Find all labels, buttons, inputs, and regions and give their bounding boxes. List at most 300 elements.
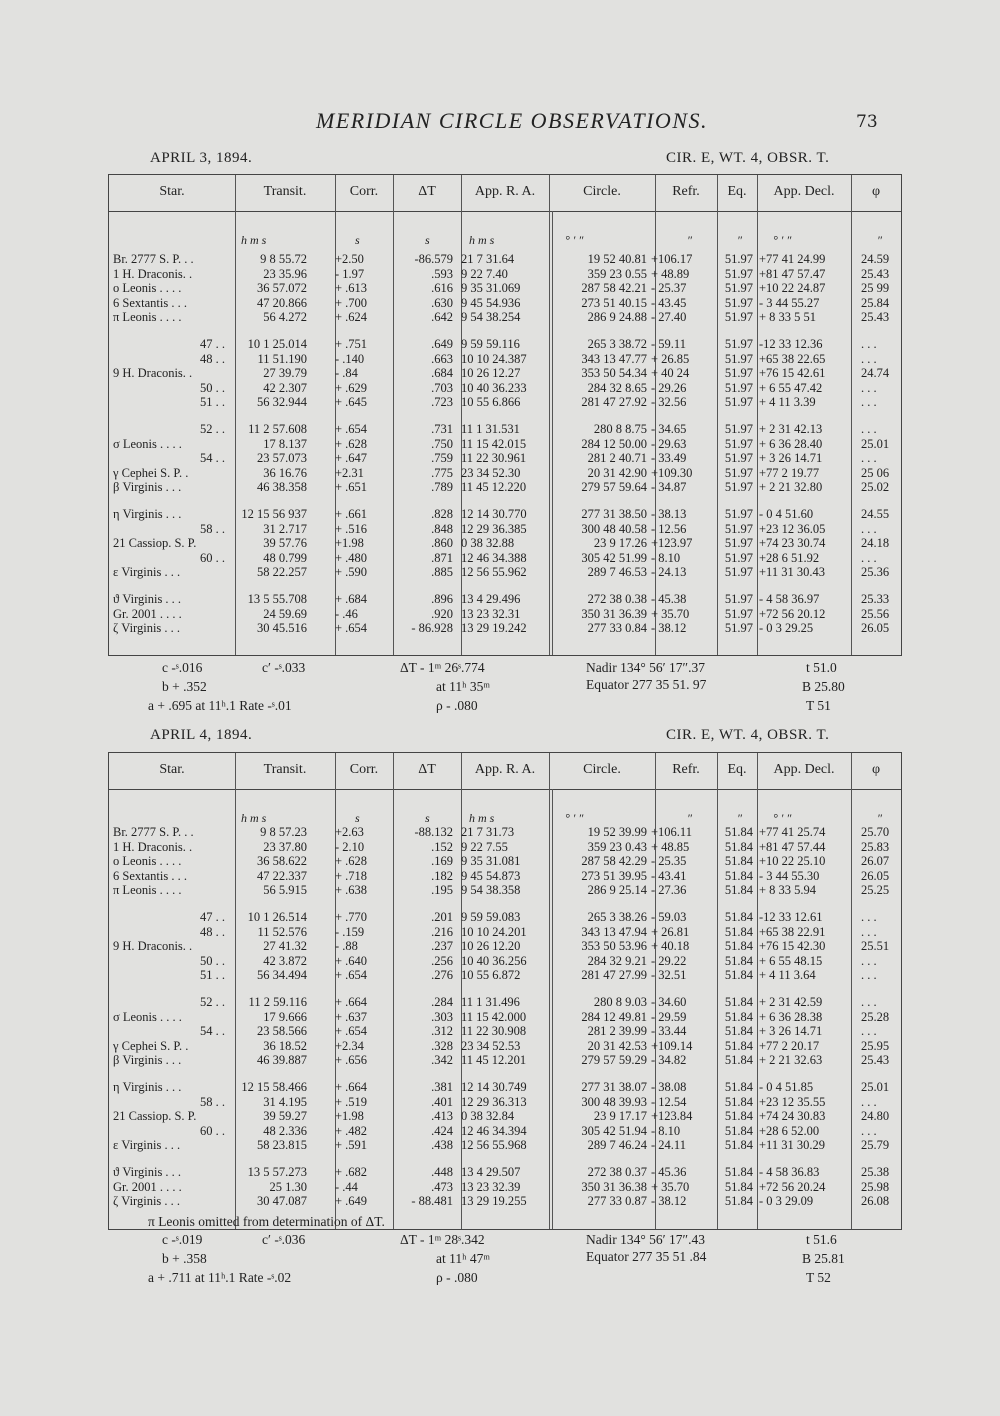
table-cell: +77 2 20.17: [759, 1038, 820, 1053]
unit-label: ″: [737, 811, 742, 825]
table-cell: - 32.51: [651, 968, 687, 983]
table-cell: .413: [431, 1109, 453, 1124]
table-cell: 51.97: [724, 565, 753, 580]
table-cell: 9 8 55.72: [260, 252, 307, 266]
table-cell: 10 1 26.514: [247, 910, 307, 924]
table-cell: 48 0.799: [263, 550, 307, 565]
table-row: [109, 1039, 901, 1053]
table-cell: 11 1 31.531: [461, 422, 520, 436]
table-cell: + .637: [335, 1009, 368, 1024]
table-cell: 11 52.576: [257, 924, 307, 939]
table-cell: 11 22 30.961: [461, 451, 527, 466]
table-cell: 11 1 31.496: [461, 995, 520, 1009]
column-header: Star.: [159, 762, 185, 777]
column-header: φ: [871, 184, 881, 199]
table-cell: 21 7 31.64: [461, 252, 515, 266]
table-cell: 12 14 30.749: [461, 1080, 527, 1094]
table-row: [109, 310, 901, 324]
table-cell: - 38.08: [651, 1080, 687, 1094]
table-cell: - .46: [335, 606, 358, 621]
table-cell: 51.97: [724, 281, 753, 296]
footer-cprime: c′ -ˢ.036: [262, 1232, 306, 1247]
table-cell: 39 57.76: [263, 536, 307, 551]
table-cell: .723: [431, 395, 453, 410]
table-cell: 51.84: [724, 883, 753, 898]
table-row: [109, 621, 901, 635]
table-cell: - 34.82: [651, 1053, 687, 1068]
table-cell: 36 57.072: [257, 281, 307, 296]
table-cell: + 3 26 14.71: [759, 451, 823, 466]
table-cell: - 27.40: [651, 310, 687, 325]
table-row: [109, 995, 901, 1009]
table-cell: .860: [431, 536, 453, 551]
table-cell: 46 39.887: [257, 1053, 307, 1068]
omission-note: π Leonis omitted from determination of ΔT.: [148, 1214, 385, 1229]
table-cell: 51.84: [724, 953, 753, 968]
table-cell: . . .: [861, 337, 877, 351]
table-cell: +11 31 30.43: [759, 565, 825, 580]
table-cell: 9 35 31.069: [461, 281, 521, 296]
table-row: [109, 451, 901, 465]
table-cell: - 45.36: [651, 1165, 687, 1179]
table-cell: 9 54 38.358: [461, 883, 521, 898]
table-cell: 0 38 32.84: [461, 1109, 515, 1124]
table-cell: +10 22 25.10: [759, 854, 826, 869]
column-header: Circle.: [583, 762, 621, 777]
table-cell: +77 41 25.74: [759, 825, 826, 839]
table-cell: - 3 44 55.30: [759, 868, 820, 883]
table-cell: 11 22 30.908: [461, 1024, 527, 1039]
unit-label: ° ′ ″: [565, 811, 584, 825]
table-row: [109, 939, 901, 953]
table-cell: 25.84: [861, 295, 890, 310]
table-cell: 353 50 53.96: [581, 939, 647, 954]
footer-dT: ΔT - 1ᵐ 26ˢ.774: [400, 660, 485, 675]
table-cell: 25.25: [861, 883, 890, 898]
unit-label: ° ′ ″: [565, 233, 584, 247]
table-cell: . . .: [861, 968, 877, 983]
table-cell: .237: [431, 939, 453, 954]
table-cell: + .651: [335, 480, 368, 495]
table-cell: + 35.70: [651, 1179, 690, 1194]
table-cell: .448: [431, 1165, 453, 1179]
table-row: [109, 422, 901, 436]
unit-row: [109, 233, 901, 249]
table-cell: 51.84: [724, 1009, 753, 1024]
table-cell: 25.79: [861, 1138, 890, 1153]
table-cell: . . .: [861, 924, 877, 939]
table-cell: 58 . .: [200, 1094, 225, 1109]
table-cell: -12 33 12.36: [759, 337, 823, 351]
table-cell: +123.97: [651, 536, 693, 551]
table-cell: +2.34: [335, 1038, 364, 1053]
table-cell: + .590: [335, 565, 368, 580]
table-cell: +1.98: [335, 536, 364, 551]
table-cell: 25 06: [861, 465, 890, 480]
table-cell: o Leonis . . . .: [113, 854, 182, 869]
table-cell: 9 59 59.116: [461, 337, 520, 351]
table-row: [109, 551, 901, 565]
table-cell: +74 24 30.83: [759, 1109, 826, 1124]
table-cell: 11 45 12.201: [461, 1053, 527, 1068]
table-cell: .759: [431, 451, 453, 466]
table-row: [109, 536, 901, 550]
table-row: [109, 968, 901, 982]
column-header: Corr.: [349, 184, 379, 199]
table-row: [109, 954, 901, 968]
table-cell: +65 38 22.91: [759, 924, 826, 939]
table-cell: 51.97: [724, 592, 753, 606]
table-cell: 58 . .: [200, 521, 225, 536]
table-cell: + .654: [335, 621, 368, 636]
table-cell: 51 . .: [200, 395, 225, 410]
footer-T: T 52: [806, 1270, 831, 1285]
table-cell: 25.83: [861, 839, 890, 854]
table-cell: ε Virginis . . .: [113, 1138, 181, 1153]
table-cell: - 29.26: [651, 380, 687, 395]
table-cell: +77 41 24.99: [759, 252, 826, 266]
unit-label: s: [355, 811, 360, 825]
table-cell: 1 H. Draconis. .: [113, 839, 193, 854]
table-cell: 51.97: [724, 507, 753, 521]
column-header: φ: [871, 762, 881, 777]
table-cell: 51.97: [724, 606, 753, 621]
table-cell: 23 34 52.53: [461, 1038, 521, 1053]
table-cell: - 24.11: [651, 1138, 686, 1153]
table-cell: 12 29 36.313: [461, 1094, 527, 1109]
table-cell: . . .: [861, 521, 877, 536]
table-cell: 51.97: [724, 252, 753, 266]
table-row: [109, 1080, 901, 1094]
table-cell: +123.84: [651, 1109, 693, 1124]
table-cell: 51.84: [724, 825, 753, 839]
table-cell: . . .: [861, 953, 877, 968]
table-cell: 51.84: [724, 868, 753, 883]
table-cell: .896: [431, 592, 453, 606]
unit-label: s: [425, 233, 430, 247]
table-cell: 25 1.30: [269, 1179, 307, 1194]
table-cell: + 40 24: [651, 366, 690, 381]
table-cell: 51.84: [724, 854, 753, 869]
table-row: [109, 480, 901, 494]
table-cell: 24.55: [861, 507, 890, 521]
table-cell: 51.97: [724, 465, 753, 480]
table-cell: 277 33 0.87: [587, 1194, 647, 1209]
table-cell: 51.84: [724, 1179, 753, 1194]
table-row: [109, 1194, 901, 1208]
table-cell: 9 59 59.083: [461, 910, 521, 924]
table-cell: +72 56 20.24: [759, 1179, 826, 1194]
table-cell: 286 9 25.14: [587, 883, 647, 898]
table-cell: 265 3 38.72: [587, 337, 647, 351]
table-cell: . . .: [861, 910, 877, 924]
table-cell: 6 Sextantis . . .: [113, 868, 187, 883]
observation-table: [108, 174, 902, 656]
table-cell: 13 5 55.708: [247, 592, 307, 606]
table-cell: 47 20.866: [257, 295, 307, 310]
table-cell: 47 22.337: [257, 868, 307, 883]
table-cell: ϑ Virginis . . .: [113, 1165, 182, 1179]
table-cell: σ Leonis . . . .: [113, 436, 182, 451]
table-cell: +2.31: [335, 465, 364, 480]
table-cell: +23 12 36.05: [759, 521, 826, 536]
table-row: [109, 366, 901, 380]
table-cell: 30 45.516: [257, 621, 307, 636]
table-cell: - 29.63: [651, 436, 687, 451]
table-cell: - .44: [335, 1179, 358, 1194]
table-cell: + 6 55 48.15: [759, 953, 823, 968]
table-cell: +109.14: [651, 1038, 693, 1053]
table-cell: .684: [431, 366, 453, 381]
column-header: App. Decl.: [773, 184, 835, 199]
table-cell: + .654: [335, 422, 368, 436]
footer-equator: Equator 277 35 51. 97: [586, 677, 707, 692]
unit-label: s: [425, 811, 430, 825]
table-cell: 279 57 59.64: [581, 480, 647, 495]
table-cell: +1.98: [335, 1109, 364, 1124]
table-cell: 13 23 32.39: [461, 1179, 521, 1194]
table-cell: 17 9.666: [263, 1009, 307, 1024]
table-cell: +10 22 24.87: [759, 281, 826, 296]
table-cell: 300 48 39.93: [581, 1094, 647, 1109]
table-cell: 13 5 57.273: [247, 1165, 307, 1179]
table-cell: σ Leonis . . . .: [113, 1009, 182, 1024]
footer-a: a + .711 at 11ʰ.1 Rate -ˢ.02: [148, 1270, 292, 1285]
table-cell: 25.70: [861, 825, 890, 839]
table-cell: 54 . .: [200, 1024, 225, 1039]
unit-label: s: [355, 233, 360, 247]
table-cell: + .654: [335, 1024, 368, 1039]
table-cell: 300 48 40.58: [581, 521, 647, 536]
table-cell: 25.43: [861, 310, 890, 325]
table-cell: - .88: [335, 939, 358, 954]
footer-T: T 51: [806, 698, 831, 713]
table-cell: ϑ Virginis . . .: [113, 592, 182, 606]
table-cell: .871: [431, 550, 453, 565]
table-cell: 10 55 6.872: [461, 968, 521, 983]
table-row: [109, 1109, 901, 1123]
section-heading: [0, 727, 1000, 751]
table-cell: 51.84: [724, 1080, 753, 1094]
table-cell: - 88.481: [411, 1194, 453, 1209]
table-cell: 12 56 55.968: [461, 1138, 527, 1153]
observation-table: [108, 752, 902, 1230]
column-header: Circle.: [583, 184, 621, 199]
table-cell: 12 46 34.388: [461, 550, 527, 565]
table-cell: - 43.45: [651, 295, 687, 310]
table-cell: 272 38 0.38: [587, 592, 647, 606]
table-cell: + 2 21 32.63: [759, 1053, 823, 1068]
table-cell: 10 55 6.866: [461, 395, 521, 410]
table-cell: + .718: [335, 868, 368, 883]
table-cell: +72 56 20.12: [759, 606, 826, 621]
table-cell: 51.97: [724, 480, 753, 495]
table-cell: +2.63: [335, 825, 364, 839]
table-cell: . . .: [861, 380, 877, 395]
table-cell: 12 46 34.394: [461, 1123, 527, 1138]
table-cell: 11 15 42.000: [461, 1009, 527, 1024]
table-cell: + 8 33 5 51: [759, 310, 817, 325]
table-cell: .920: [431, 606, 453, 621]
table-cell: 26.05: [861, 868, 890, 883]
table-cell: .663: [431, 351, 453, 366]
table-cell: + .628: [335, 854, 368, 869]
table-cell: 25.56: [861, 606, 890, 621]
table-cell: 51.84: [724, 1109, 753, 1124]
table-cell: +11 31 30.29: [759, 1138, 825, 1153]
table-cell: - 86.928: [411, 621, 453, 636]
table-cell: - 33.49: [651, 451, 687, 466]
table-cell: + 3 26 14.71: [759, 1024, 823, 1039]
table-cell: .731: [431, 422, 453, 436]
table-cell: 51.97: [724, 310, 753, 325]
table-cell: - 25.35: [651, 854, 687, 869]
table-row: [109, 1053, 901, 1067]
table-cell: + 8 33 5.94: [759, 883, 817, 898]
table-cell: 25.28: [861, 1009, 890, 1024]
table-cell: - 12.54: [651, 1094, 687, 1109]
table-row: [109, 267, 901, 281]
table-row: [109, 352, 901, 366]
column-header: Transit.: [263, 762, 307, 777]
table-cell: 51.97: [724, 351, 753, 366]
table-cell: ζ Virginis . . .: [113, 621, 181, 636]
table-cell: 51.84: [724, 839, 753, 854]
table-cell: 51.84: [724, 924, 753, 939]
table-cell: 287 58 42.21: [581, 281, 647, 296]
table-cell: + .624: [335, 310, 368, 325]
table-cell: 13 29 19.255: [461, 1194, 527, 1209]
table-cell: + .656: [335, 1053, 368, 1068]
unit-label: h m s: [241, 233, 267, 247]
table-cell: 277 31 38.50: [581, 507, 647, 521]
table-cell: γ Cephei S. P. .: [113, 465, 189, 480]
table-cell: 51.84: [724, 939, 753, 954]
table-cell: 284 32 9.21: [587, 953, 647, 968]
table-cell: + .480: [335, 550, 368, 565]
table-cell: 20 31 42.53: [587, 1038, 647, 1053]
table-row: [109, 1124, 901, 1138]
table-cell: + 48.89: [651, 266, 690, 281]
table-cell: 51.97: [724, 451, 753, 466]
table-cell: +28 6 51.92: [759, 550, 820, 565]
table-cell: +28 6 52.00: [759, 1123, 820, 1138]
table-cell: 343 13 47.77: [581, 351, 647, 366]
table-cell: 51.97: [724, 395, 753, 410]
table-cell: + .516: [335, 521, 368, 536]
table-cell: - 38.12: [651, 621, 687, 636]
table-row: [109, 825, 901, 839]
table-cell: 305 42 51.99: [581, 550, 647, 565]
table-cell: 272 38 0.37: [587, 1165, 647, 1179]
column-header: App. Decl.: [773, 762, 835, 777]
table-cell: 21 7 31.73: [461, 825, 515, 839]
table-cell: - 4 58 36.83: [759, 1165, 820, 1179]
table-row: [109, 1095, 901, 1109]
table-row: [109, 395, 901, 409]
table-cell: 9 H. Draconis. .: [113, 939, 193, 954]
table-cell: Gr. 2001 . . . .: [113, 1179, 182, 1194]
table-cell: 11 15 42.015: [461, 436, 527, 451]
table-row: [109, 910, 901, 924]
table-cell: .381: [431, 1080, 453, 1094]
table-cell: 25.43: [861, 266, 890, 281]
unit-label: ° ′ ″: [773, 233, 792, 247]
table-cell: 11 45 12.220: [461, 480, 527, 495]
table-cell: 39 59.27: [263, 1109, 307, 1124]
table-cell: 58 22.257: [257, 565, 307, 580]
table-cell: 25.95: [861, 1038, 890, 1053]
table-cell: 9 8 57.23: [260, 825, 307, 839]
table-cell: 10 10 24.387: [461, 351, 527, 366]
table-header: [109, 753, 901, 790]
table-cell: 277 33 0.84: [587, 621, 647, 636]
table-cell: +76 15 42.30: [759, 939, 826, 954]
table-cell: + .647: [335, 451, 368, 466]
table-cell: 19 52 39.99: [587, 825, 647, 839]
table-cell: . . .: [861, 351, 877, 366]
table-cell: 25.01: [861, 436, 890, 451]
footer-rho: ρ - .080: [436, 1270, 478, 1285]
footer-cprime: c′ -ˢ.033: [262, 660, 306, 675]
table-cell: 287 58 42.29: [581, 854, 647, 869]
table-row: [109, 592, 901, 606]
table-cell: 47 . .: [200, 337, 225, 351]
table-cell: 1 H. Draconis. .: [113, 266, 193, 281]
unit-label: h m s: [469, 811, 495, 825]
table-cell: - 59.11: [651, 337, 686, 351]
table-cell: 27 41.32: [263, 939, 307, 954]
table-cell: 24.74: [861, 366, 890, 381]
table-cell: - 27.36: [651, 883, 687, 898]
table-cell: 265 3 38.26: [587, 910, 647, 924]
table-cell: 48 2.336: [263, 1123, 307, 1138]
column-header: Refr.: [672, 184, 700, 199]
table-cell: 10 40 36.256: [461, 953, 527, 968]
table-cell: 13 4 29.496: [461, 592, 521, 606]
table-cell: .328: [431, 1038, 453, 1053]
table-cell: 25.36: [861, 565, 890, 580]
table-cell: 60 . .: [200, 1123, 225, 1138]
table-cell: .848: [431, 521, 453, 536]
footer-b: b + .358: [162, 1251, 207, 1266]
column-header: Corr.: [349, 762, 379, 777]
table-cell: .303: [431, 1009, 453, 1024]
table-cell: . . .: [861, 395, 877, 410]
table-cell: .276: [431, 968, 453, 983]
footer-dT: ΔT - 1ᵐ 28ˢ.342: [400, 1232, 485, 1247]
table-cell: 23 34 52.30: [461, 465, 521, 480]
table-cell: 23 58.566: [257, 1024, 307, 1039]
table-cell: 6 Sextantis . . .: [113, 295, 187, 310]
table-cell: 56 4.272: [263, 310, 307, 325]
section-heading: [0, 150, 1000, 174]
table-cell: Br. 2777 S. P. . .: [113, 252, 194, 266]
table-cell: 286 9 24.88: [587, 310, 647, 325]
table-cell: .195: [431, 883, 453, 898]
table-cell: 25.98: [861, 1179, 890, 1194]
table-cell: 42 2.307: [263, 380, 307, 395]
table-cell: ε Virginis . . .: [113, 565, 181, 580]
table-cell: 48 . .: [200, 351, 225, 366]
footer-b: b + .352: [162, 679, 207, 694]
table-cell: + .700: [335, 295, 368, 310]
table-header: [109, 175, 901, 212]
running-header: [0, 108, 1000, 138]
table-cell: 10 10 24.201: [461, 924, 527, 939]
table-cell: + .661: [335, 507, 368, 521]
table-cell: - 8.10: [651, 550, 681, 565]
